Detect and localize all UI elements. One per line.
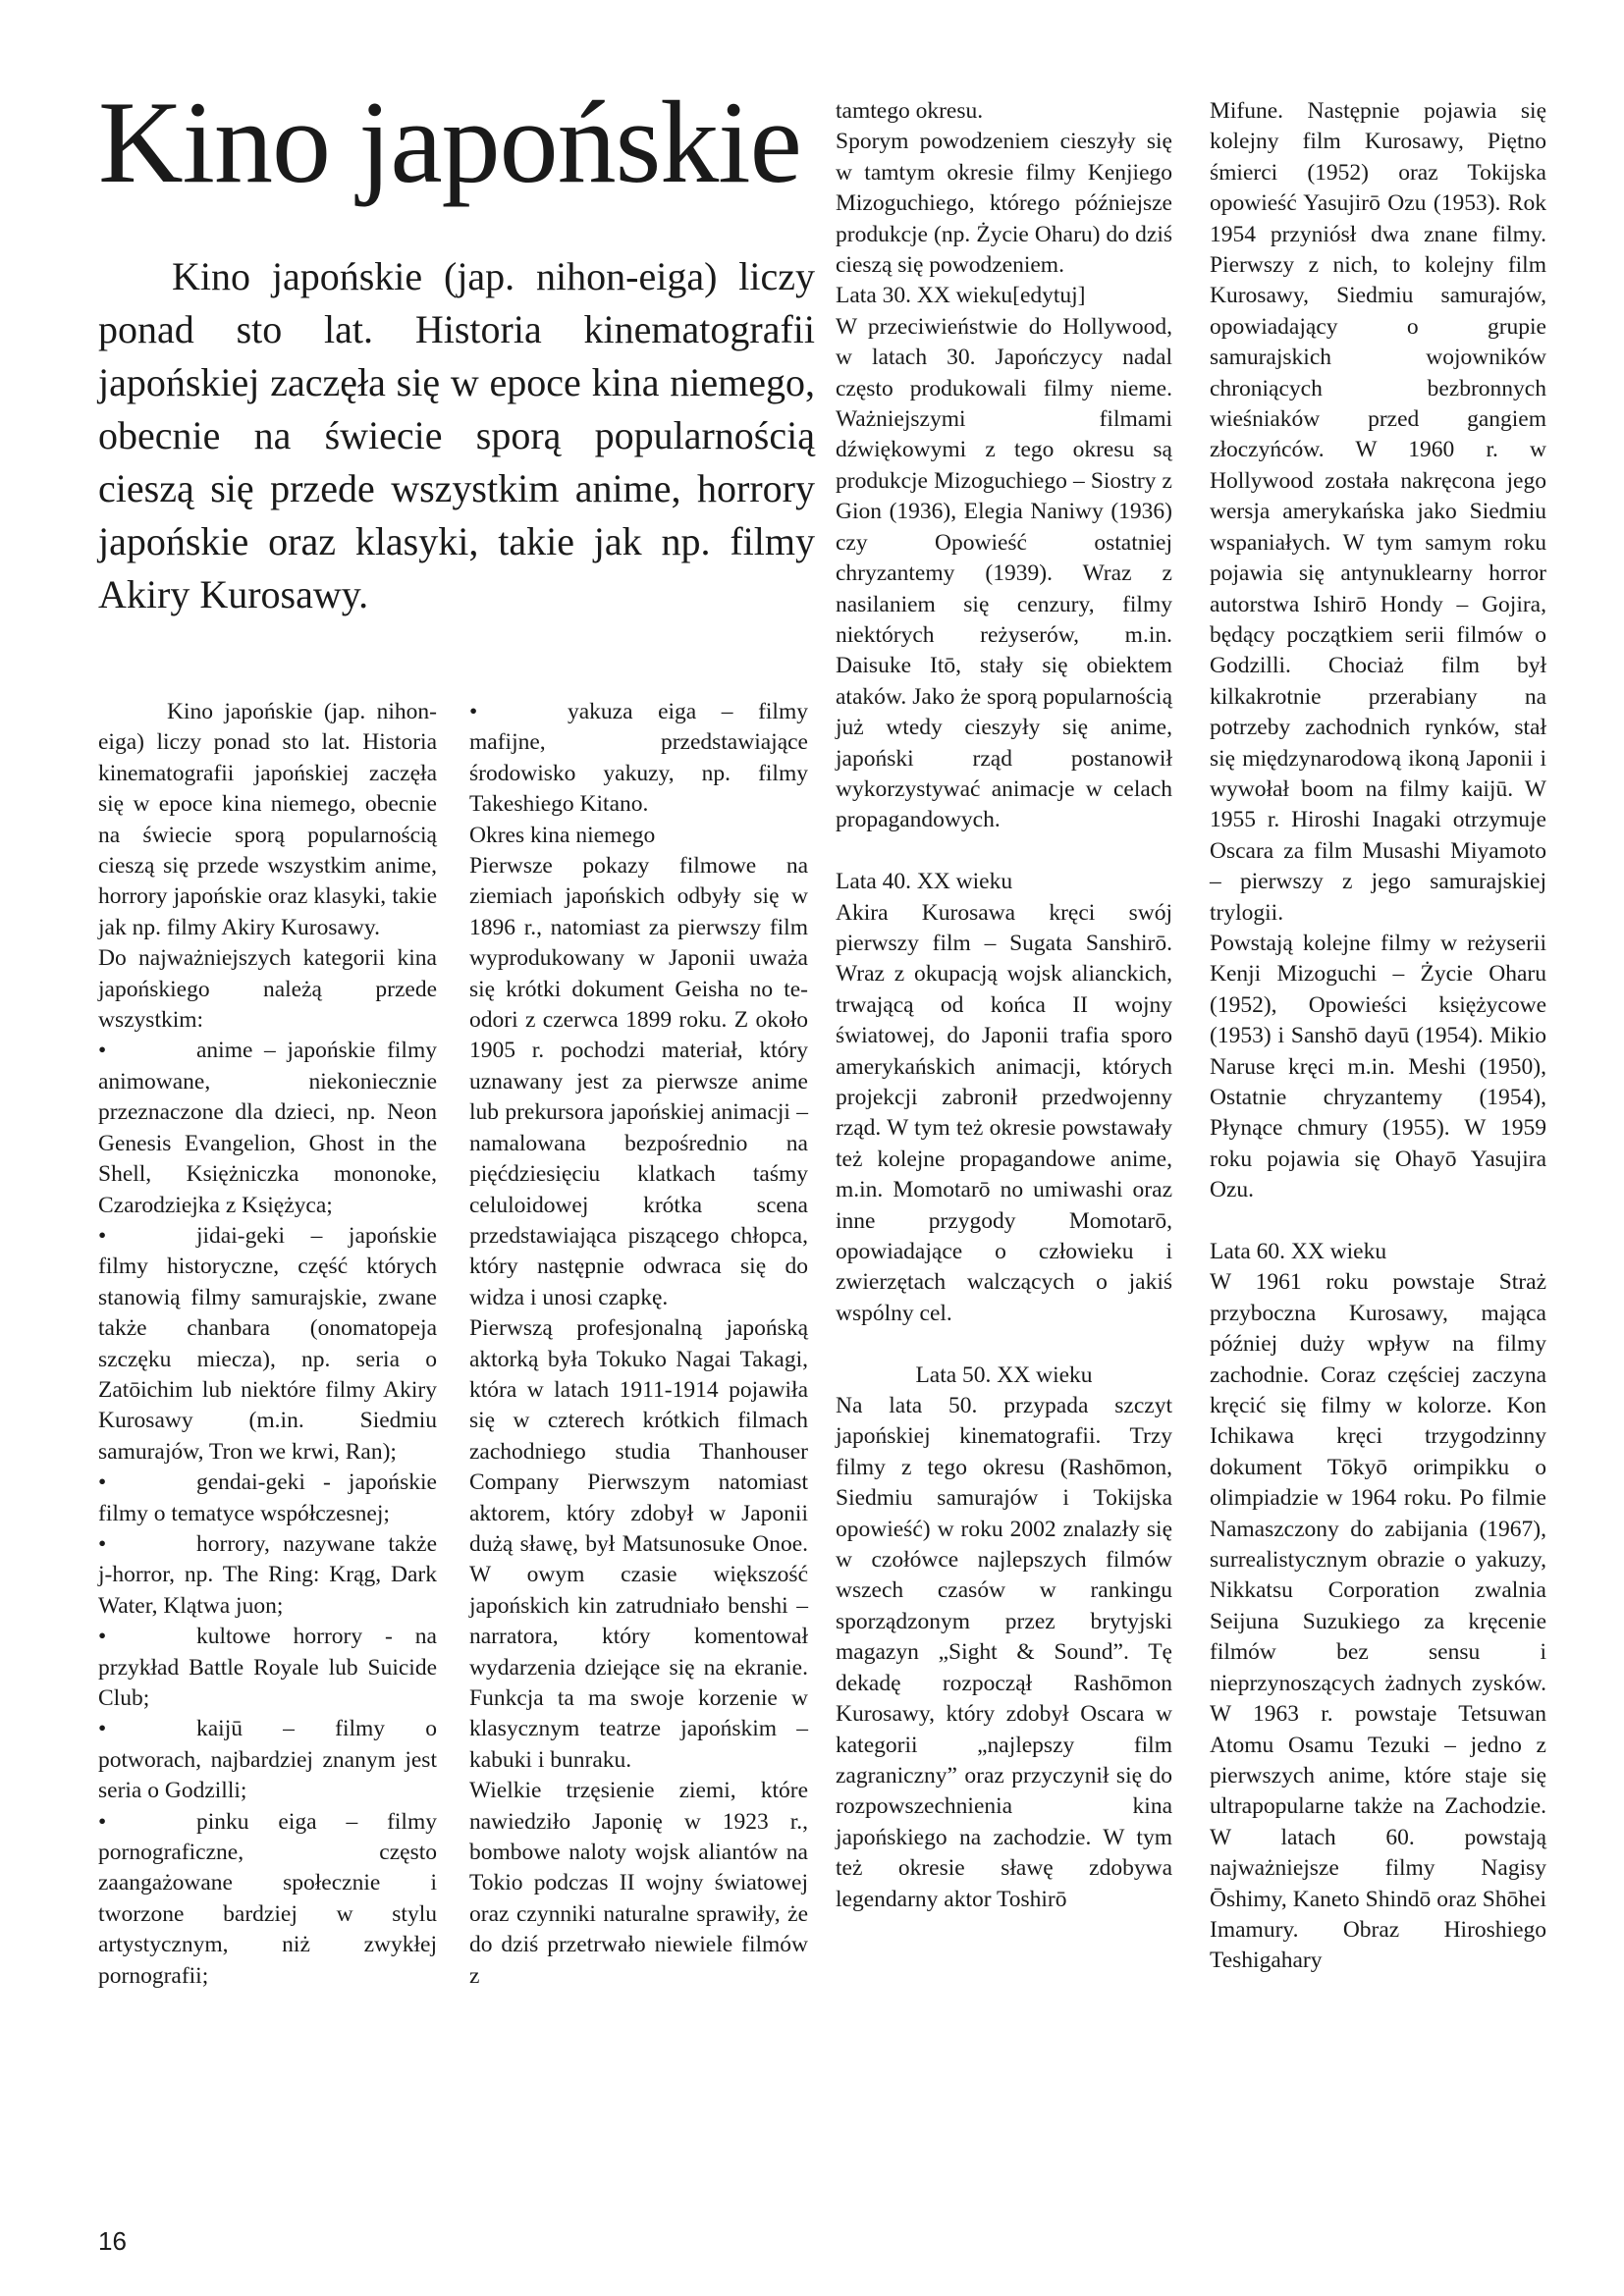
list-item-text: jidai-geki – japońskie filmy historyczne, część których stanowią filmy samurajskie, zwane także chanbara (onomatopeja szczęku miecza), np. seria o Zatōichim lub niektóre filmy Akiry Kurosawy (m.in. Siedmiu samurajów, Tron we krwi, Ran); bbox=[98, 1222, 437, 1465]
spacer bbox=[1210, 1206, 1546, 1237]
bullet-marker: • bbox=[98, 1038, 107, 1064]
section-heading-30s: Lata 30. XX wieku[edytuj] bbox=[836, 283, 1086, 309]
section-heading-60s: Lata 60. XX wieku bbox=[1210, 1239, 1387, 1265]
paragraph: Pierwsze pokazy filmowe na ziemiach japońskich odbyły się w 1896 r., natomiast za pierwszy film wyprodukowany w Japonii uważa się krótki dokument Geisha no te-odori z czerwca 1899 roku. Z około 1905 r. pochodzi materiał, który uznawany jest za pierwsze anime lub prekursora japońskiej animacji – namalowana bezpośrednio na pięćdziesięciu klatkach taśmy celuloidowej krótka scena przedstawiająca piszącego chłopca, który następnie odwraca się do widza i unosi czapkę. bbox=[469, 853, 808, 1310]
paragraph: Akira Kurosawa kręci swój pierwszy film – Sugata Sanshirō. Wraz z okupacją wojsk alianckich, trwającą od końca II wojny światowej, do Japonii trafia sporo amerykańskich animacji, których projekcji zabronił przedwojenny rząd. W tym też okresie powstawały też kolejne propagandowe anime, m.in. Momotarō no umiwashi oraz inne przygody Momotarō, opowiadające o człowieku i zwierzętach walczących o jakiś wspólny cel. bbox=[836, 899, 1172, 1326]
paragraph: Mifune. Następnie pojawia się kolejny film Kurosawy, Piętno śmierci (1952) oraz Tokijska opowieść Yasujirō Ozu (1953). Rok 1954 przyniósł dwa znane filmy. Pierwszy z nich, to kolejny film Kurosawy, Siedmiu samurajów, opowiadający o grupie samurajskich wojowników chroniących bezbronnych wieśniaków przed gangiem złoczyńców. W 1960 r. w Hollywood została nakręcona jego wersja amerykańska jako Siedmiu wspaniałych. W tym samym roku pojawia się antynuklearny horror autorstwa Ishirō Hondy – Gojira, będący początkiem serii filmów o Godzilli. Chociaż film był kilkakrotnie przerabiany na potrzeby zachodnich rynków, stał się międzynarodową ikoną Japonii i wywołał boom na filmy kaijū. W 1955 r. Hiroshi Inagaki otrzymuje Oscara za film Musashi Miyamoto – pierwszy z jego samurajskiej trylogii. bbox=[1210, 98, 1546, 926]
list-item bbox=[98, 1036, 437, 1220]
list-item bbox=[98, 1221, 437, 1468]
category-list bbox=[98, 1036, 437, 1992]
bullet-marker: • bbox=[98, 1808, 107, 1835]
list-item-text: yakuza eiga – filmy mafijne, przedstawiające środowisko yakuzy, np. filmy Takeshiego Kitano. bbox=[469, 699, 808, 818]
intro-paragraph: Kino japońskie (jap. nihon-eiga) liczy ponad sto lat. Historia kinematografii japońskiej zaczęła się w epoce kina niemego, obecnie na świecie sporą popularnością cieszą się przede wszystkim anime, horrory japońskie oraz klasyki, takie jak np. filmy Akiry Kurosawy. bbox=[98, 699, 437, 940]
column-2 bbox=[469, 697, 808, 1992]
page-number: 16 bbox=[98, 2226, 127, 2256]
column-3 bbox=[836, 96, 1172, 1915]
list-item bbox=[98, 1807, 437, 1992]
spacer bbox=[836, 836, 1172, 867]
list-item bbox=[469, 697, 808, 821]
paragraph: W 1961 roku powstaje Straż przyboczna Kurosawy, mająca później duży wpływ na filmy zachodnie. Coraz częściej zaczyna kręcić się filmy w kolorze. Kon Ichikawa kręci trzygodzinny dokument Tōkyō orimpikku o olimpiadzie w 1964 roku. Po filmie Namaszczony do zabijania (1967), surrealistycznym obrazie o yakuzy, Nikkatsu Corporation zwalnia Seijuna Suzukiego za kręcenie filmów bez sensu i nieprzynoszących żadnych zysków. W 1963 r. powstaje Tetsuwan Atomu Osamu Tezuki – jedno z pierwszych anime, które staje się ultrapopularne także na Zachodzie. W latach 60. powstają najważniejsze filmy Nagisy Ōshimy, Kaneto Shindō oraz Shōhei Imamury. Obraz Hiroshiego Teshigahary bbox=[1210, 1269, 1546, 1974]
list-item bbox=[98, 1529, 437, 1622]
list-item-text: horrory, nazywane także j-horror, np. The Ring: Krąg, Dark Water, Klątwa juon; bbox=[98, 1530, 437, 1619]
list-item bbox=[98, 1714, 437, 1806]
section-heading-40s: Lata 40. XX wieku bbox=[836, 869, 1013, 895]
list-item-text: anime – japońskie filmy animowane, niekoniecznie przeznaczone dla dzieci, np. Neon Genesis Evangelion, Ghost in the Shell, Księżniczka mononoke, Czarodziejka z Księżyca; bbox=[98, 1038, 437, 1218]
list-item-text: kaijū – filmy o potworach, najbardziej znanym jest seria o Godzilli; bbox=[98, 1716, 437, 1804]
list-item bbox=[98, 1468, 437, 1529]
list-item-text: gendai-geki - japońskie filmy o tematyce współczesnej; bbox=[98, 1469, 437, 1526]
list-item-text: kultowe horrory - na przykład Battle Royale lub Suicide Club; bbox=[98, 1624, 437, 1711]
bullet-marker: • bbox=[98, 1530, 107, 1557]
paragraph: Pierwszą profesjonalną japońską aktorką była Tokuko Nagai Takagi, która w latach 1911-1914 pojawiła się w czterech krótkich filmach zachodniego studia Thanhouser Company Pierwszym natomiast aktorem, który zdobył w Japonii dużą sławę, był Matsunosuke Onoe. W owym czasie większość japońskich kin zatrudniało benshi – narratora, który komentował wydarzenia dziejące się na ekranie. Funkcja ta ma swoje korzenie w klasycznym teatrze japońskim – kabuki i bunraku. bbox=[469, 1315, 808, 1773]
categories-intro: Do najważniejszych kategorii kina japońskiego należą przede wszystkim: bbox=[98, 945, 437, 1034]
paragraph: Powstają kolejne filmy w reżyserii Kenji Mizoguchi – Życie Oharu (1952), Opowieści księżycowe (1953) i Sanshō dayū (1954). Mikio Naruse kręci m.in. Meshi (1950), Ostatnie chryzantemy (1954), Płynące chmury (1955). W 1959 roku pojawia się Ohayō Yasujira Ozu. bbox=[1210, 930, 1546, 1203]
bullet-marker: • bbox=[469, 699, 478, 724]
section-heading-silent: Okres kina niemego bbox=[469, 822, 656, 848]
section-heading-50s: Lata 50. XX wieku bbox=[915, 1362, 1093, 1388]
paragraph: tamtego okresu. bbox=[836, 98, 984, 124]
paragraph: Sporym powodzeniem cieszyły się w tamtym okresie filmy Kenjiego Mizoguchiego, którego późniejsze produkcje (np. Życie Oharu) do dziś cieszą się powodzeniem. bbox=[836, 129, 1172, 279]
lead-paragraph: Kino japońskie (jap. nihon-eiga) liczy ponad sto lat. Historia kinematografii japońskiej zaczęła się w epoce kina niemego, obecnie na świecie sporą popularnością cieszą się przede wszystkim anime, horrory japońskie oraz klasyki, takie jak np. filmy Akiry Kurosawy. bbox=[98, 254, 815, 616]
paragraph: Na lata 50. przypada szczyt japońskiej kinematografii. Trzy filmy z tego okresu (Rashōmon, Siedmiu samurajów i Tokijska opowieść) w roku 2002 znalazły się w czołówce najlepszych filmów wszech czasów w rankingu sporządzonym przez brytyjski magazyn „Sight & Sound”. Tę dekadę rozpoczął Rashōmon Kurosawy, który zdobył Oscara w kategorii „najlepszy film zagraniczny” oraz przyczynił się do rozpowszechnienia kina japońskiego na zachodzie. W tym też okresie sławę zdobywa legendarny aktor Toshirō bbox=[836, 1393, 1172, 1912]
spacer bbox=[836, 1329, 1172, 1360]
bullet-marker: • bbox=[98, 1222, 107, 1249]
paragraph: Wielkie trzęsienie ziemi, które nawiedziło Japonię w 1923 r., bombowe naloty wojsk aliantów na Tokio podczas II wojny światowej oraz czynniki naturalne sprawiły, że do dziś przetrwało niewiele filmów z bbox=[469, 1778, 808, 1989]
page-title: Kino japońskie bbox=[98, 77, 801, 207]
paragraph: W przeciwieństwie do Hollywood, w latach 30. Japończycy nadal często produkowali filmy nieme. Ważniejszymi filmami dźwiękowymi z tego okresu są produkcje Mizoguchiego – Siostry z Gion (1936), Elegia Naniwy (1936) czy Opowieść ostatniej chryzantemy (1939). Wraz z nasilaniem się cenzury, filmy niektórych reżyserów, m.in. Daisuke Itō, stały się obiektem ataków. Jako że sporą popularnością już wtedy cieszyły się anime, japoński rząd postanowił wykorzystywać animacje w celach propagandowych. bbox=[836, 313, 1172, 833]
bullet-marker: • bbox=[98, 1716, 107, 1742]
column-4 bbox=[1210, 96, 1546, 1977]
column-1 bbox=[98, 697, 437, 1992]
list-item-text: pinku eiga – filmy pornograficzne, często zaangażowane społecznie i tworzone bardziej w stylu artystycznym, niż zwykłej pornografii; bbox=[98, 1808, 437, 1989]
bullet-marker: • bbox=[98, 1624, 107, 1650]
list-item bbox=[98, 1622, 437, 1714]
bullet-marker: • bbox=[98, 1469, 107, 1496]
